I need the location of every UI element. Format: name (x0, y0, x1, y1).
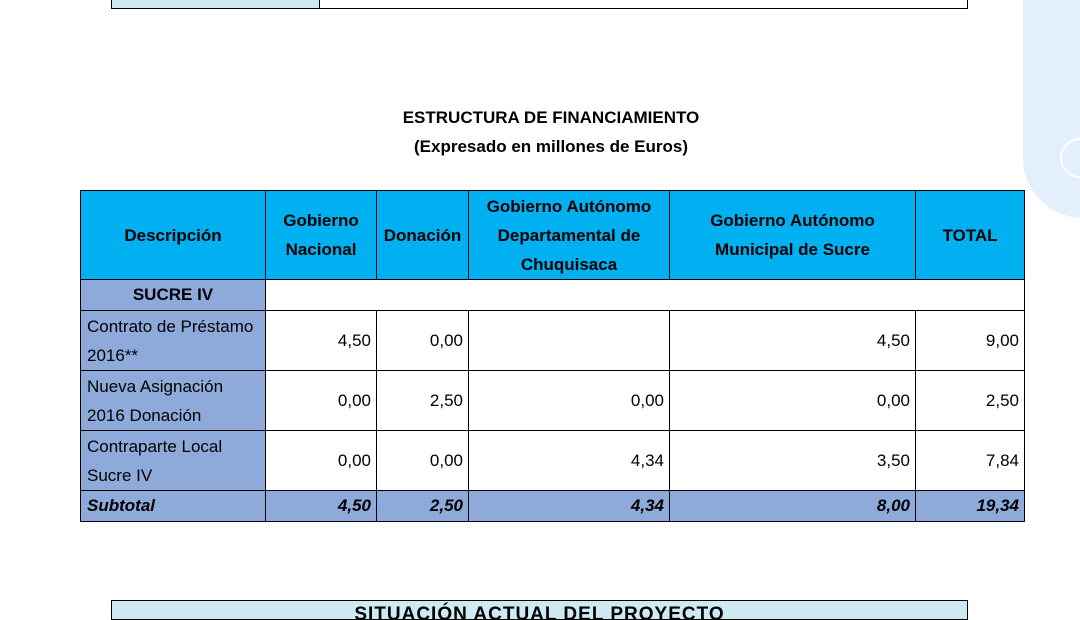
header-gobierno-departamental: Gobierno Autónomo Departamental de Chuquisaca (469, 191, 670, 280)
table-row (81, 311, 1025, 371)
cell-total: 9,00 (916, 311, 1025, 371)
subtotal-total: 19,34 (916, 491, 1025, 522)
cell-departamental: 0,00 (469, 371, 670, 431)
cell-departamental: 4,34 (469, 431, 670, 491)
table-row (81, 431, 1025, 491)
section-label: SUCRE IV (81, 280, 266, 311)
cell-municipal: 4,50 (670, 311, 916, 371)
previous-table-cell (320, 0, 967, 8)
cell-donacion: 2,50 (377, 371, 469, 431)
subtotal-label: Subtotal (81, 491, 266, 522)
cell-departamental (469, 311, 670, 371)
subtotal-row (81, 491, 1025, 522)
cell-municipal: 0,00 (670, 371, 916, 431)
section-row (81, 280, 1025, 311)
cell-total: 2,50 (916, 371, 1025, 431)
subtotal-nacional: 4,50 (266, 491, 377, 522)
financing-table (80, 190, 1025, 522)
row-description: Contrato de Préstamo 2016** (81, 311, 266, 371)
cell-total: 7,84 (916, 431, 1025, 491)
cell-municipal: 3,50 (670, 431, 916, 491)
row-description: Contraparte Local Sucre IV (81, 431, 266, 491)
subtotal-municipal: 8,00 (670, 491, 916, 522)
table-row (81, 371, 1025, 431)
previous-table-fragment (111, 0, 968, 9)
report-title: ESTRUCTURA DE FINANCIAMIENTO (402, 108, 700, 127)
header-gobierno-nacional: Gobierno Nacional (266, 191, 377, 280)
report-subtitle: (Expresado en millones de Euros) (414, 137, 688, 156)
cell-donacion: 0,00 (377, 431, 469, 491)
header-gobierno-municipal: Gobierno Autónomo Municipal de Sucre (670, 191, 916, 280)
previous-table-cell (112, 0, 320, 8)
cell-nacional: 0,00 (266, 371, 377, 431)
header-descripcion: Descripción (81, 191, 266, 280)
cell-nacional: 4,50 (266, 311, 377, 371)
section-empty (266, 280, 1025, 311)
row-description: Nueva Asignación 2016 Donación (81, 371, 266, 431)
subtotal-departamental: 4,34 (469, 491, 670, 522)
next-section-title: SITUACIÓN ACTUAL DEL PROYECTO (354, 604, 725, 620)
subtotal-donacion: 2,50 (377, 491, 469, 522)
header-donacion: Donación (377, 191, 469, 280)
cell-donacion: 0,00 (377, 311, 469, 371)
cell-nacional: 0,00 (266, 431, 377, 491)
header-total: TOTAL (916, 191, 1025, 280)
header-row (81, 191, 1025, 280)
next-table-fragment (111, 600, 968, 620)
